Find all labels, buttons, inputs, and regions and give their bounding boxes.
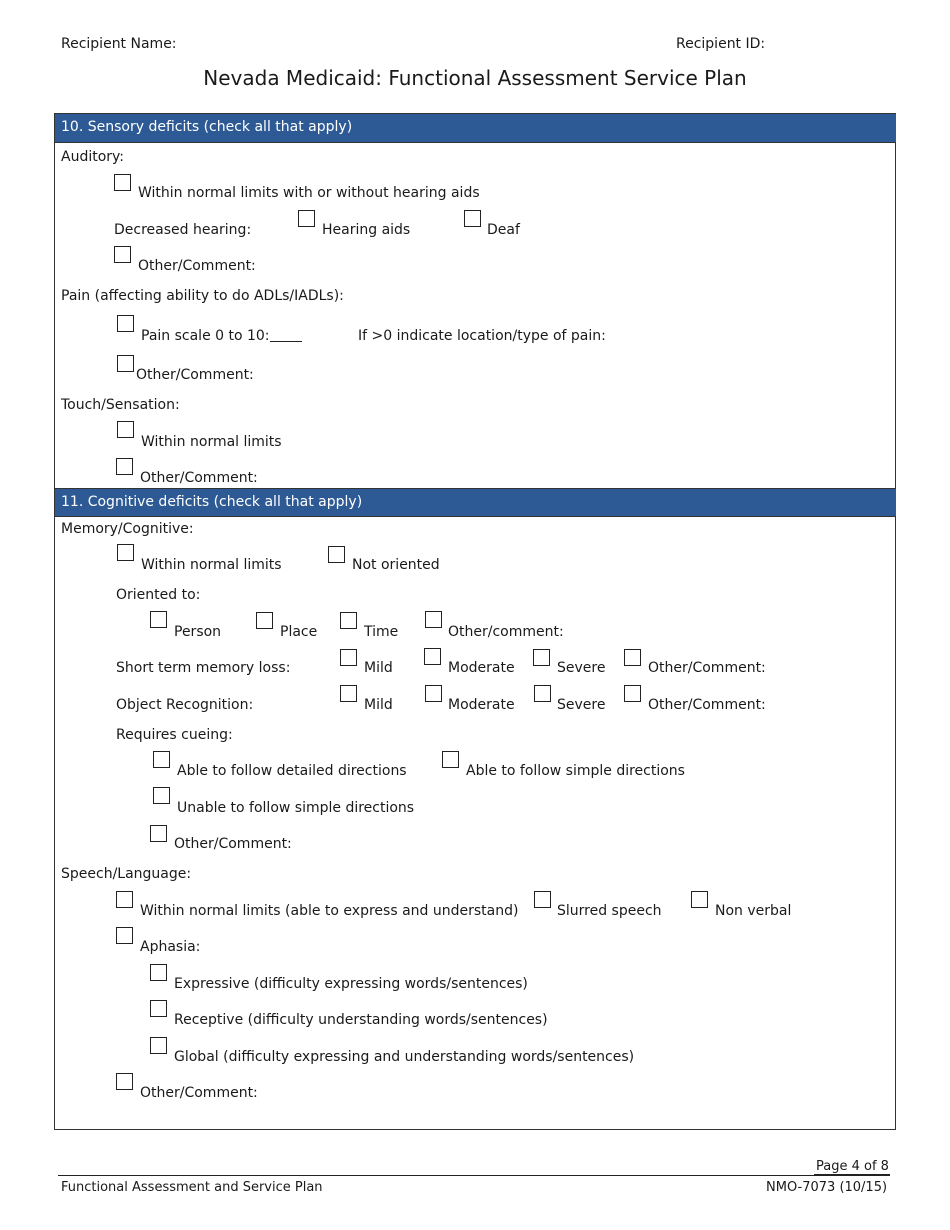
or-moderate-label: Moderate (448, 697, 515, 713)
stml-moderate-checkbox[interactable] (424, 648, 441, 665)
expressive-label: Expressive (difficulty expressing words/sentences) (174, 976, 528, 992)
pain-label: Pain (affecting ability to do ADLs/IADLs): (61, 288, 344, 304)
simple-directions-label: Able to follow simple directions (466, 763, 685, 779)
person-checkbox[interactable] (150, 611, 167, 628)
auditory-wnl-label: Within normal limits with or without hearing aids (138, 185, 480, 201)
oriented-other-label: Other/comment: (448, 624, 564, 640)
pain-scale-label: Pain scale 0 to 10: (141, 328, 270, 344)
speech-label: Speech/Language: (61, 866, 192, 882)
auditory-other-checkbox[interactable] (114, 246, 131, 263)
slurred-speech-checkbox[interactable] (534, 891, 551, 908)
hearing-aids-label: Hearing aids (322, 222, 411, 238)
or-moderate-checkbox[interactable] (425, 685, 442, 702)
unable-directions-label: Unable to follow simple directions (177, 800, 415, 816)
footer-form-id: NMO-7073 (10/15) (766, 1180, 888, 1195)
global-label: Global (difficulty expressing and understanding words/sentences) (174, 1049, 635, 1065)
touch-other-checkbox[interactable] (116, 458, 133, 475)
deaf-checkbox[interactable] (464, 210, 481, 227)
stml-moderate-label: Moderate (448, 660, 515, 676)
page-number: Page 4 of 8 (816, 1159, 889, 1174)
speech-other-checkbox[interactable] (116, 1073, 133, 1090)
not-oriented-checkbox[interactable] (328, 546, 345, 563)
not-oriented-label: Not oriented (352, 557, 440, 573)
time-checkbox[interactable] (340, 612, 357, 629)
aphasia-label: Aphasia: (140, 939, 201, 955)
oriented-other-checkbox[interactable] (425, 611, 442, 628)
pain-other-label: Other/Comment: (136, 367, 254, 383)
non-verbal-label: Non verbal (715, 903, 792, 919)
or-mild-checkbox[interactable] (340, 685, 357, 702)
pain-location-label: If >0 indicate location/type of pain: (358, 328, 606, 344)
or-severe-label: Severe (557, 697, 606, 713)
speech-wnl-checkbox[interactable] (116, 891, 133, 908)
receptive-label: Receptive (difficulty understanding words/sentences) (174, 1012, 548, 1028)
memory-wnl-label: Within normal limits (141, 557, 282, 573)
stml-mild-label: Mild (364, 660, 393, 676)
stml-other-checkbox[interactable] (624, 649, 641, 666)
non-verbal-checkbox[interactable] (691, 891, 708, 908)
touch-other-label: Other/Comment: (140, 470, 258, 486)
stml-severe-label: Severe (557, 660, 606, 676)
decreased-hearing-label: Decreased hearing: (114, 222, 252, 238)
or-severe-checkbox[interactable] (534, 685, 551, 702)
person-label: Person (174, 624, 222, 640)
auditory-other-label: Other/Comment: (138, 258, 256, 274)
footer-rule (58, 1175, 890, 1176)
receptive-checkbox[interactable] (150, 1000, 167, 1017)
pain-scale-blank[interactable] (270, 341, 302, 342)
oriented-to-label: Oriented to: (116, 587, 201, 603)
global-checkbox[interactable] (150, 1037, 167, 1054)
detailed-directions-checkbox[interactable] (153, 751, 170, 768)
cueing-other-label: Other/Comment: (174, 836, 292, 852)
stml-mild-checkbox[interactable] (340, 649, 357, 666)
section-11-heading: 11. Cognitive deficits (check all that apply) (55, 488, 896, 517)
deaf-label: Deaf (487, 222, 520, 238)
page-title: Nevada Medicaid: Functional Assessment Service Plan (203, 66, 747, 90)
touch-wnl-label: Within normal limits (141, 434, 282, 450)
detailed-directions-label: Able to follow detailed directions (177, 763, 407, 779)
object-recognition-label: Object Recognition: (116, 697, 254, 713)
place-label: Place (280, 624, 318, 640)
speech-wnl-label: Within normal limits (able to express and understand) (140, 903, 519, 919)
stml-label: Short term memory loss: (116, 660, 291, 676)
recipient-name-label: Recipient Name: (61, 36, 177, 52)
or-other-label: Other/Comment: (648, 697, 766, 713)
unable-directions-checkbox[interactable] (153, 787, 170, 804)
touch-label: Touch/Sensation: (61, 397, 180, 413)
place-checkbox[interactable] (256, 612, 273, 629)
touch-wnl-checkbox[interactable] (117, 421, 134, 438)
simple-directions-checkbox[interactable] (442, 751, 459, 768)
stml-other-label: Other/Comment: (648, 660, 766, 676)
auditory-label: Auditory: (61, 149, 125, 165)
pain-scale-checkbox[interactable] (117, 315, 134, 332)
expressive-checkbox[interactable] (150, 964, 167, 981)
or-other-checkbox[interactable] (624, 685, 641, 702)
memory-wnl-checkbox[interactable] (117, 544, 134, 561)
speech-other-label: Other/Comment: (140, 1085, 258, 1101)
hearing-aids-checkbox[interactable] (298, 210, 315, 227)
auditory-wnl-checkbox[interactable] (114, 174, 131, 191)
requires-cueing-label: Requires cueing: (116, 727, 233, 743)
section-10-heading: 10. Sensory deficits (check all that apply) (55, 113, 896, 143)
aphasia-checkbox[interactable] (116, 927, 133, 944)
slurred-speech-label: Slurred speech (557, 903, 662, 919)
memory-label: Memory/Cognitive: (61, 521, 194, 537)
stml-severe-checkbox[interactable] (533, 649, 550, 666)
or-mild-label: Mild (364, 697, 393, 713)
recipient-id-label: Recipient ID: (676, 36, 766, 52)
footer-form-name: Functional Assessment and Service Plan (61, 1180, 323, 1195)
pain-other-checkbox[interactable] (117, 355, 134, 372)
time-label: Time (364, 624, 399, 640)
cueing-other-checkbox[interactable] (150, 825, 167, 842)
